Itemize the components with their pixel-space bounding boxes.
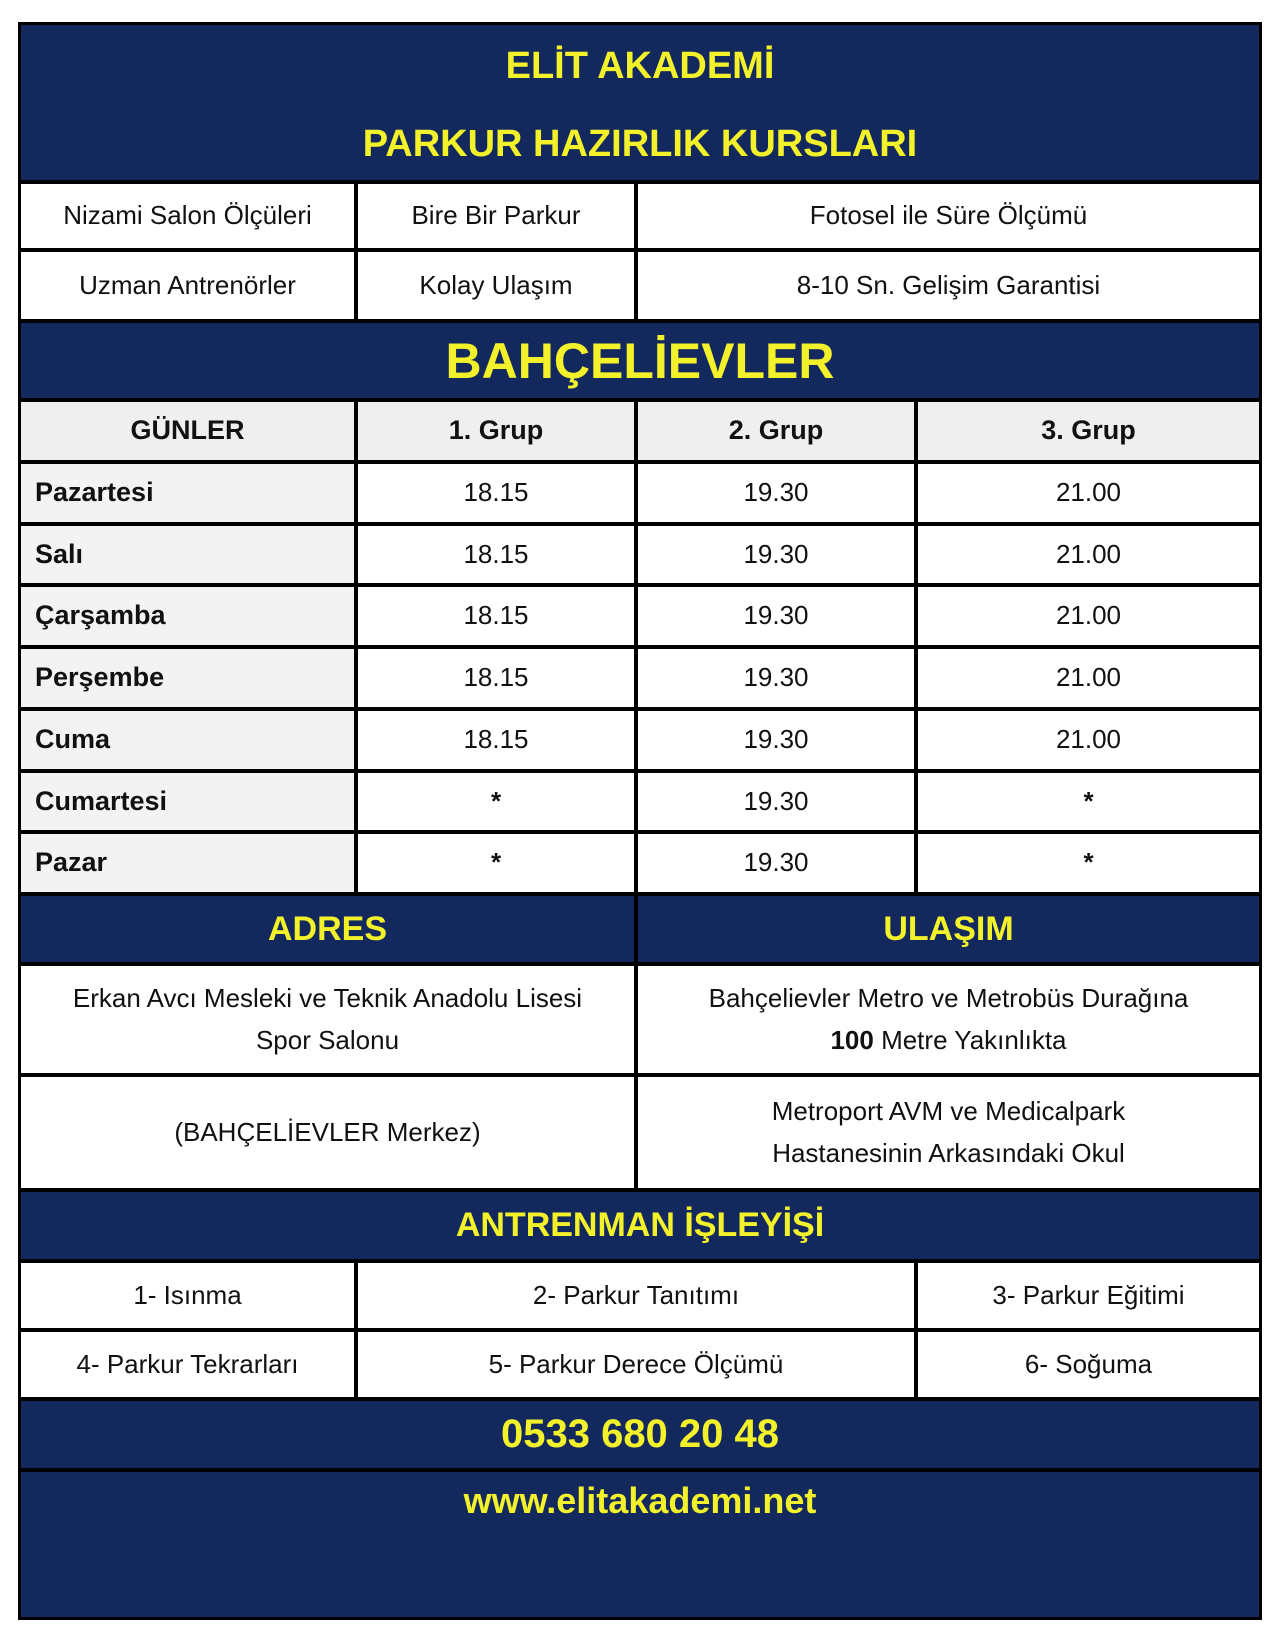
training-step: 3- Parkur Eğitimi	[918, 1263, 1259, 1328]
schedule-time-g1: *	[358, 773, 634, 830]
schedule-time-g1: 18.15	[358, 464, 634, 522]
transport-line-4: Hastanesinin Arkasındaki Okul	[772, 1137, 1125, 1168]
address-line-2: Spor Salonu	[255, 1024, 400, 1055]
feature-one-on-one: Bire Bir Parkur	[358, 184, 634, 248]
schedule-time-g2: 19.30	[638, 649, 914, 707]
brand-title: ELİT AKADEMİ	[505, 44, 775, 87]
training-band	[21, 1192, 1259, 1259]
schedule-time-g2: 19.30	[638, 834, 914, 892]
transport-line-2	[830, 1020, 1066, 1062]
schedule-time-g3: 21.00	[918, 711, 1259, 769]
feature-transport: Kolay Ulaşım	[358, 252, 634, 319]
location-band	[21, 323, 1259, 398]
training-step: 4- Parkur Tekrarları	[21, 1332, 354, 1397]
schedule-time-g1: 18.15	[358, 587, 634, 645]
schedule-time-g3: *	[918, 834, 1259, 892]
transport-line-1: Bahçelievler Metro ve Metrobüs Durağına	[708, 982, 1189, 1013]
address-title: ADRES	[21, 896, 634, 962]
schedule-time-g3: *	[918, 773, 1259, 830]
transport-landmark	[638, 1077, 1259, 1188]
location-title: BAHÇELİEVLER	[445, 332, 835, 389]
schedule-time-g1: 18.15	[358, 711, 634, 769]
training-step: 2- Parkur Tanıtımı	[358, 1263, 914, 1328]
schedule-time-g2: 19.30	[638, 587, 914, 645]
schedule-time-g3: 21.00	[918, 649, 1259, 707]
transport-title: ULAŞIM	[638, 896, 1259, 962]
phone-band	[21, 1401, 1259, 1468]
feature-photocell: Fotosel ile Süre Ölçümü	[638, 184, 1259, 248]
website-link[interactable]: www.elitakademi.net	[463, 1480, 817, 1521]
schedule-time-g3: 21.00	[918, 587, 1259, 645]
transport-line-3: Metroport AVM ve Medicalpark	[771, 1095, 1126, 1126]
header-band	[21, 25, 1259, 180]
phone-number[interactable]: 0533 680 20 48	[500, 1412, 780, 1456]
schedule-time-g2: 19.30	[638, 711, 914, 769]
schedule-time-g2: 19.30	[638, 526, 914, 583]
transport-line-2-rest: Metre Yakınlıkta	[873, 1024, 1067, 1055]
schedule-time-g1: 18.15	[358, 649, 634, 707]
course-flyer	[18, 22, 1262, 1620]
schedule-header-group1: 1. Grup	[358, 402, 634, 460]
schedule-day: Pazar	[21, 834, 354, 892]
training-step: 1- Isınma	[21, 1263, 354, 1328]
feature-trainers: Uzman Antrenörler	[21, 252, 354, 319]
website-band	[21, 1472, 1259, 1617]
transport-metro	[638, 966, 1259, 1073]
feature-salon: Nizami Salon Ölçüleri	[21, 184, 354, 248]
schedule-header-days: GÜNLER	[21, 402, 354, 460]
training-step: 6- Soğuma	[918, 1332, 1259, 1397]
training-step: 5- Parkur Derece Ölçümü	[358, 1332, 914, 1397]
schedule-time-g2: 19.30	[638, 773, 914, 830]
schedule-time-g1: 18.15	[358, 526, 634, 583]
schedule-header-group2: 2. Grup	[638, 402, 914, 460]
schedule-day: Cumartesi	[21, 773, 354, 830]
schedule-day: Salı	[21, 526, 354, 583]
address-school	[21, 966, 634, 1073]
schedule-day: Perşembe	[21, 649, 354, 707]
schedule-day: Cuma	[21, 711, 354, 769]
schedule-time-g1: *	[358, 834, 634, 892]
address-district: (BAHÇELİEVLER Merkez)	[21, 1077, 634, 1188]
schedule-day: Pazartesi	[21, 464, 354, 522]
address-line-1: Erkan Avcı Mesleki ve Teknik Anadolu Lisesi	[72, 982, 583, 1013]
schedule-time-g3: 21.00	[918, 526, 1259, 583]
training-title: ANTRENMAN İŞLEYİŞİ	[455, 1206, 825, 1244]
transport-distance: 100	[830, 1024, 874, 1055]
schedule-day: Çarşamba	[21, 587, 354, 645]
feature-guarantee: 8-10 Sn. Gelişim Garantisi	[638, 252, 1259, 319]
schedule-time-g3: 21.00	[918, 464, 1259, 522]
schedule-time-g2: 19.30	[638, 464, 914, 522]
schedule-header-group3: 3. Grup	[918, 402, 1259, 460]
course-title: PARKUR HAZIRLIK KURSLARI	[362, 122, 918, 165]
